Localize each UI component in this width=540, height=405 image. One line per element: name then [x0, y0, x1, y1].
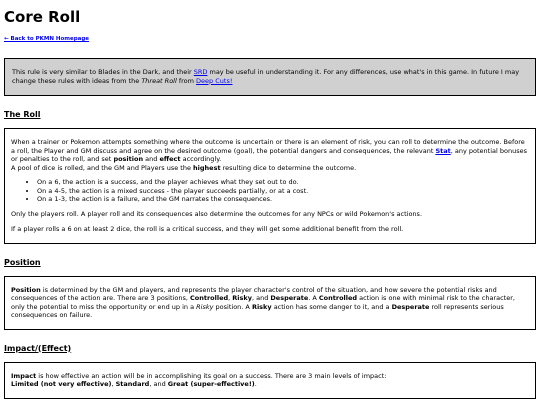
- roll-text-c: accordingly.: [180, 155, 222, 163]
- roll-text-b: , any potential bonuses or penalties to the roll, and set: [11, 146, 527, 163]
- note-text-1: This rule is very similar to Blades in the Dark, and their: [12, 68, 194, 76]
- impact-sep-1: ,: [111, 380, 116, 388]
- back-to-homepage-link[interactable]: ← Back to PKMN Homepage: [4, 36, 90, 42]
- great-term: Great (super-effective!): [167, 380, 255, 388]
- risky-italic: Risky: [196, 302, 214, 311]
- the-roll-section: [4, 128, 536, 244]
- risky-term: Risky: [232, 294, 252, 302]
- page-title: Core Roll: [4, 8, 81, 26]
- position-heading: Position: [4, 257, 41, 267]
- position-sep-2: , and: [251, 294, 271, 302]
- position-text-2: . A: [308, 294, 319, 302]
- risky-term-2: Risky: [251, 302, 272, 311]
- position-text-6: roll represents serious consequences on failure.: [11, 302, 504, 319]
- roll-paragraph-3: If a player rolls a 6 on at least 2 dice, the roll is a critical success, and they will get some additional benefit from the roll.: [11, 225, 404, 233]
- desperate-term-2: Desperate: [391, 302, 430, 311]
- list-item: • On a 1-3, the action is a failure, and the GM narrates the consequences.: [37, 195, 529, 204]
- list-item: • On a 4-5, the action is a mixed success - the player succeeds partially, or at a cost.: [37, 187, 529, 196]
- desperate-term: Desperate: [270, 294, 309, 302]
- impact-heading: Impact/(Effect): [4, 343, 72, 353]
- threat-roll-text: Threat Roll: [141, 76, 177, 85]
- position-text-3: action is one with minimal risk to the character, only the potential to miss the opportunity or end up in a: [11, 294, 515, 311]
- list-item: • On a 6, the action is a success, and the player achieves what they set out to do.: [37, 178, 529, 187]
- roll-text-e: resulting dice to determine the outcome.: [220, 163, 357, 172]
- stat-link[interactable]: Stat: [435, 146, 451, 155]
- standard-term: Standard: [115, 380, 150, 388]
- position-text-1: is determined by the GM and players, and represents the player character's control of the situation, and how severe the potential risks and consequences of the action are. There are 3 positions,: [11, 285, 497, 302]
- position-bold: Position: [11, 285, 41, 294]
- roll-paragraph-2: Only the players roll. A player roll and its consequences also determine the outcomes for any NPCs or wild Pokemon's actions.: [11, 209, 423, 218]
- roll-text-a: When a trainer or Pokemon attempts something where the outcome is uncertain or there is an element of risk, you can roll to determine the outcome. Before a roll, the Player and GM discuss and agree on the desired outcome (goal), the potential dangers and consequences, the relevant: [11, 138, 525, 155]
- controlled-term-2: Controlled: [318, 294, 358, 302]
- impact-sep-2: , and: [149, 380, 168, 388]
- note-text-2: may be useful in understanding it. For any differences, use what's in this game. In future I may change these rules with ideas from the: [12, 68, 520, 85]
- impact-section: [4, 362, 536, 399]
- the-roll-heading: The Roll: [4, 110, 41, 119]
- impact-text-1: is how effective an action will be in accomplishing its goal on a success. There are 3 main levels of impact:: [36, 371, 387, 380]
- position-term: position: [113, 155, 144, 163]
- position-paragraph: [11, 286, 529, 320]
- highest-term: highest: [193, 163, 221, 172]
- position-sep-1: ,: [228, 294, 233, 302]
- position-section: [4, 276, 536, 330]
- roll-paragraph-1: [11, 138, 529, 172]
- impact-paragraph: [11, 372, 529, 389]
- roll-text-and: and: [143, 155, 160, 163]
- srd-link[interactable]: SRD: [193, 68, 208, 76]
- intro-note: [4, 58, 536, 96]
- note-text-3: from: [176, 76, 197, 85]
- limited-term: Limited (not very effective): [11, 380, 112, 388]
- outcome-list: [11, 178, 529, 204]
- effect-term: effect: [159, 155, 181, 163]
- position-text-5: action has some danger to it, and a: [271, 302, 392, 311]
- impact-text-2: .: [254, 380, 257, 388]
- controlled-term: Controlled: [189, 294, 229, 302]
- deep-cuts-link[interactable]: Deep Cuts!: [196, 76, 233, 85]
- position-text-4: position. A: [213, 302, 252, 311]
- impact-bold: Impact: [11, 371, 37, 380]
- roll-text-d: A pool of dice is rolled, and the GM and Players use the: [11, 163, 194, 172]
